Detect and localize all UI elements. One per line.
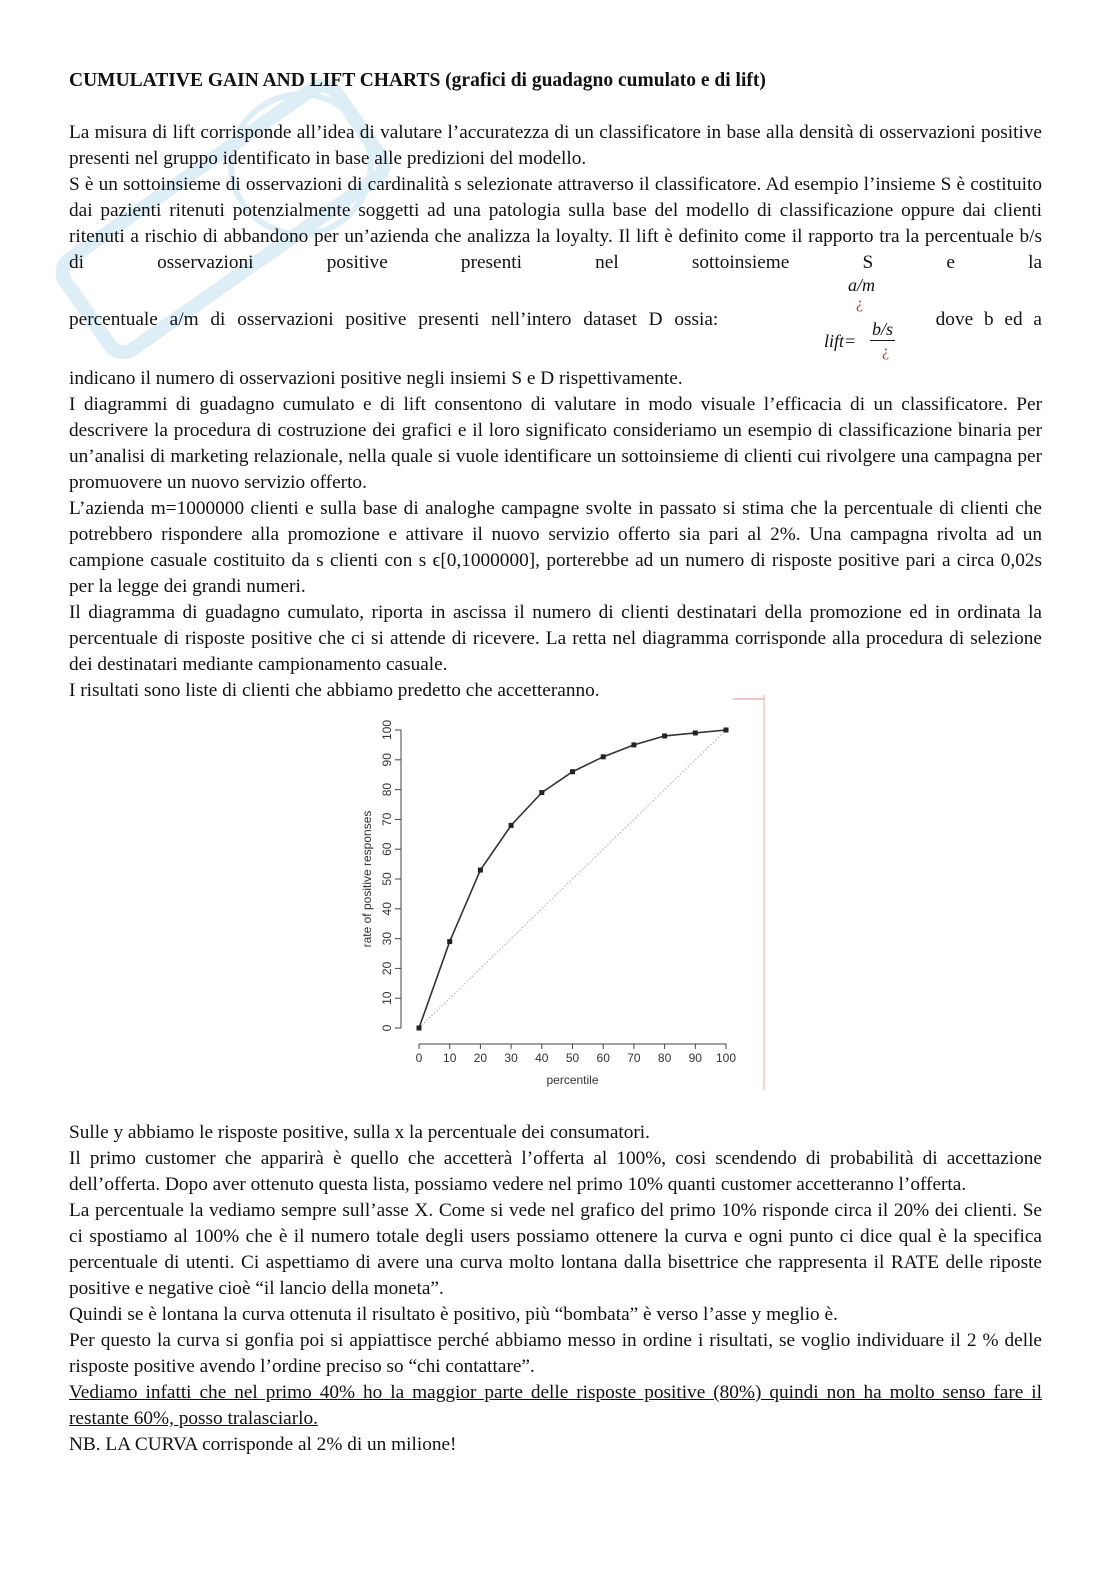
formula-numerator: a/m [848,275,875,295]
gain-curve-point [570,769,575,774]
x-tick-label: 0 [415,1051,423,1065]
formula-fraction: b/s [872,319,894,339]
formula-lead-text: percentuale a/m di osservazioni positive presenti nell’intero dataset D ossia: [69,309,719,330]
lift-formula [824,275,914,365]
x-tick-label: 100 [715,1051,737,1065]
text-line: Sulle y abbiamo le risposte positive, sulla x la percentuale dei consumatori. [69,1122,650,1143]
x-tick-label: 10 [443,1051,457,1065]
page-title: CUMULATIVE GAIN AND LIFT CHARTS (grafici di guadagno cumulato e di lift) [69,70,766,91]
y-tick-label: 100 [380,719,394,741]
final-note: NB. LA CURVA corrisponde al 2% di un milione! [69,1434,457,1455]
text-line: I diagrammi di guadagno cumulato e di lift consentono di valutare in modo visuale l’efficacia di un classificatore. Per descrivere la procedura di costruzione dei grafici e il loro significato consideriamo un esempio di classificazione binaria per un’analisi di marketing relazionale, nella quale si vuole identificare un sottoinsieme di clienti cui rivolgere una campagna per promuovere un nuovo servizio offerto. [69,394,1042,493]
y-tick-label: 80 [380,782,394,797]
text-line: indicano il numero di osservazioni positive negli insiemi S e D rispettivamente. [69,368,683,389]
text-line: S è un sottoinsieme di osservazioni di cardinalità s selezionate attraverso il classificatore. Ad esempio l’insieme S è costituito dai pazienti ritenuti potenzialmente soggetti ad una patologia sulla base del modello di classificazione oppure dai clienti ritenuti a rischio di abbandono per un’azienda che analizza la loyalty. Il lift è definito come il rapporto tra la percentuale b/s di osservazioni positive presenti nel sottoinsieme S e la [69,174,1042,273]
gain-curve-point [693,730,698,735]
x-axis-label: percentile [546,1073,599,1087]
intro-paragraph [69,120,1042,276]
y-tick-label: 60 [380,842,394,856]
gain-curve-point [447,939,452,944]
lift-formula-row [69,275,1042,365]
y-axis-label: rate of positive responses [360,810,374,948]
text-line: Il diagramma di guadagno cumulato, riporta in ascissa il numero di clienti destinatari della promozione ed in ordinata la percentuale di risposte positive che ci si attende di ricevere. La retta nel diagramma corrisponde alla procedura di selezione dei destinatari mediante campionamento casuale. [69,602,1042,675]
text-line: La misura di lift corrisponde all’idea di valutare l’accuratezza di un classificatore in base alla densità di osservazioni positive presenti nel gruppo identificato in base alle predizioni del modello. [69,122,1042,169]
y-tick-label: 70 [380,812,394,827]
gain-curve-point [631,742,636,747]
gain-curve-point [478,868,483,873]
x-tick-label: 40 [535,1051,549,1065]
x-tick-label: 20 [473,1051,488,1065]
x-tick-label: 60 [596,1051,610,1065]
y-tick-label: 20 [380,961,394,976]
text-line: La percentuale la vediamo sempre sull’asse X. Come si vede nel grafico del primo 10% risponde circa il 20% dei clienti. Se ci spostiamo al 100% che è il numero totale degli users possiamo ottenere la curva e ogni punto ci dice qual è la specifica percentuale di utenti. Ci aspettiamo di avere una curva molto lontana dalla bisettrice che rappresenta il RATE delle riposte positive e negative cioè “il lancio della moneta”. [69,1200,1042,1299]
x-tick-label: 30 [504,1051,518,1065]
x-tick-label: 80 [657,1051,672,1065]
commentary-paragraph [69,1120,1042,1458]
formula-tail-text: dove b ed a [935,309,1042,330]
text-line: Per questo la curva si gonfia poi si appiattisce perché abbiamo messo in ordine i risultati, se voglio individuare il 2 % delle risposte positive avendo l’ordine preciso so “chi contattare”. [69,1330,1042,1377]
x-tick-label: 70 [627,1051,641,1065]
random-diagonal-line [419,730,726,1028]
y-tick-label: 10 [380,991,394,1005]
cumulative-gain-chart [355,695,770,1095]
y-tick-label: 90 [380,753,394,767]
text-line: Il primo customer che apparirà è quello che accetterà l’offerta al 100%, cosi scendendo di probabilità di accettazione dell’offerta. Dopo aver ottenuto questa lista, possiamo vedere nel primo 10% quanti customer accetteranno l’offerta. [69,1148,1042,1195]
text-line: L’azienda m=1000000 clienti e sulla base di analoghe campagne svolte in passato si stima che la percentuale di clienti che potrebbero rispondere alla promozione e attivare il nuovo servizio offerto sia pari al 2%. Una campagna rivolta ad un campione casuale costituito da s clienti con s ϵ[0,1000000], porterebbe ad un numero di risposte positive pari a circa 0,02s per la legge dei grandi numeri. [69,498,1042,597]
text-line: Quindi se è lontana la curva ottenuta il risultato è positivo, più “bombata” è verso l’asse y meglio è. [69,1304,838,1325]
underlined-conclusion: Vediamo infatti che nel primo 40% ho la maggior parte delle risposte positive (80%) quindi non ha molto senso fare il restante 60%, posso tralasciarlo. [69,1382,1042,1429]
formula-glyph: ¿ [856,295,864,312]
y-tick-label: 50 [380,872,394,886]
formula-lhs: lift= [824,331,857,351]
gain-curve-point [539,790,544,795]
formula-glyph: ¿ [882,343,890,360]
y-tick-label: 0 [380,1024,394,1032]
text-line: I risultati sono liste di clienti che abbiamo predetto che accetteranno. [69,680,600,701]
y-tick-label: 30 [380,931,394,946]
x-tick-label: 90 [688,1051,702,1065]
gain-curve-point [662,733,667,738]
x-tick-label: 50 [565,1051,580,1065]
y-tick-label: 40 [380,902,394,916]
gain-curve-point [509,823,514,828]
explanation-paragraph [69,366,1042,704]
gain-curve-point [417,1026,422,1031]
gain-curve-point [724,728,729,733]
gain-curve-point [601,754,606,759]
